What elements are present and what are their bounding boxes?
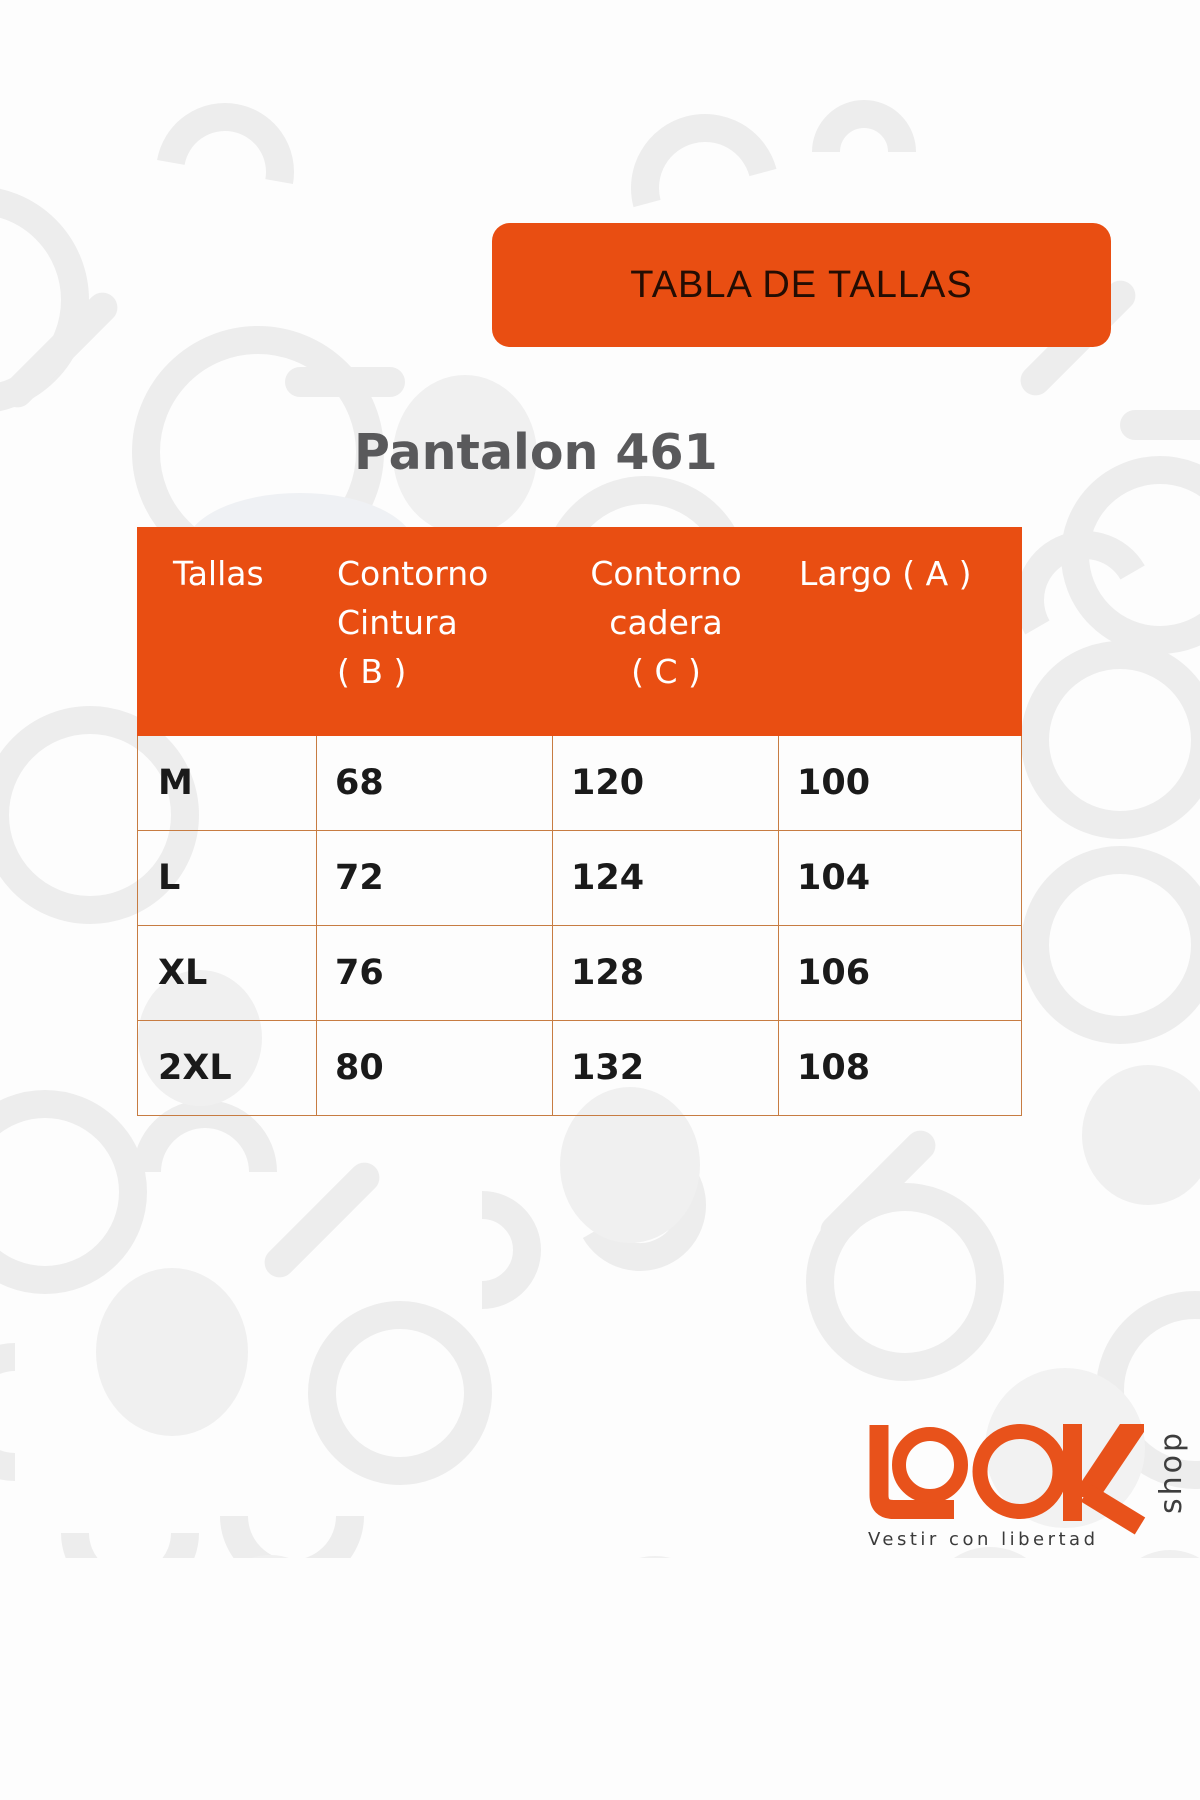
hip-value: 124 — [553, 831, 779, 926]
waist-value: 68 — [317, 736, 553, 831]
column-header-contorno-cadera: Contorno cadera ( C ) — [590, 554, 742, 691]
table-row-2xl — [138, 1021, 1022, 1116]
size-label: L — [138, 831, 317, 926]
size-label: 2XL — [138, 1021, 317, 1116]
waist-value: 80 — [317, 1021, 553, 1116]
banner-title: TABLA DE TALLAS — [630, 263, 973, 306]
hip-value: 120 — [553, 736, 779, 831]
hip-value: 128 — [553, 926, 779, 1021]
hip-value: 132 — [553, 1021, 779, 1116]
table-row-l — [138, 831, 1022, 926]
look-wordmark-icon — [860, 1405, 1160, 1535]
size-table-header — [137, 527, 1022, 736]
table-row-xl — [138, 926, 1022, 1021]
logo-shop-label: shop — [1154, 1429, 1189, 1515]
product-title: Pantalon 461 — [354, 424, 718, 481]
length-value: 106 — [779, 926, 1022, 1021]
look-logo — [860, 1405, 1160, 1535]
size-label: XL — [138, 926, 317, 1021]
column-header-largo: Largo ( A ) — [799, 554, 972, 593]
logo-tagline: Vestir con libertad — [868, 1529, 1099, 1550]
length-value: 104 — [779, 831, 1022, 926]
size-chart-banner — [492, 223, 1111, 347]
waist-value: 72 — [317, 831, 553, 926]
table-row-m — [138, 736, 1022, 831]
length-value: 108 — [779, 1021, 1022, 1116]
waist-value: 76 — [317, 926, 553, 1021]
column-header-contorno-cintura: Contorno Cintura ( B ) — [337, 554, 489, 691]
size-table-body — [137, 736, 1022, 1116]
size-table — [137, 527, 1022, 1116]
length-value: 100 — [779, 736, 1022, 831]
column-header-tallas: Tallas — [173, 554, 264, 593]
size-label: M — [138, 736, 317, 831]
